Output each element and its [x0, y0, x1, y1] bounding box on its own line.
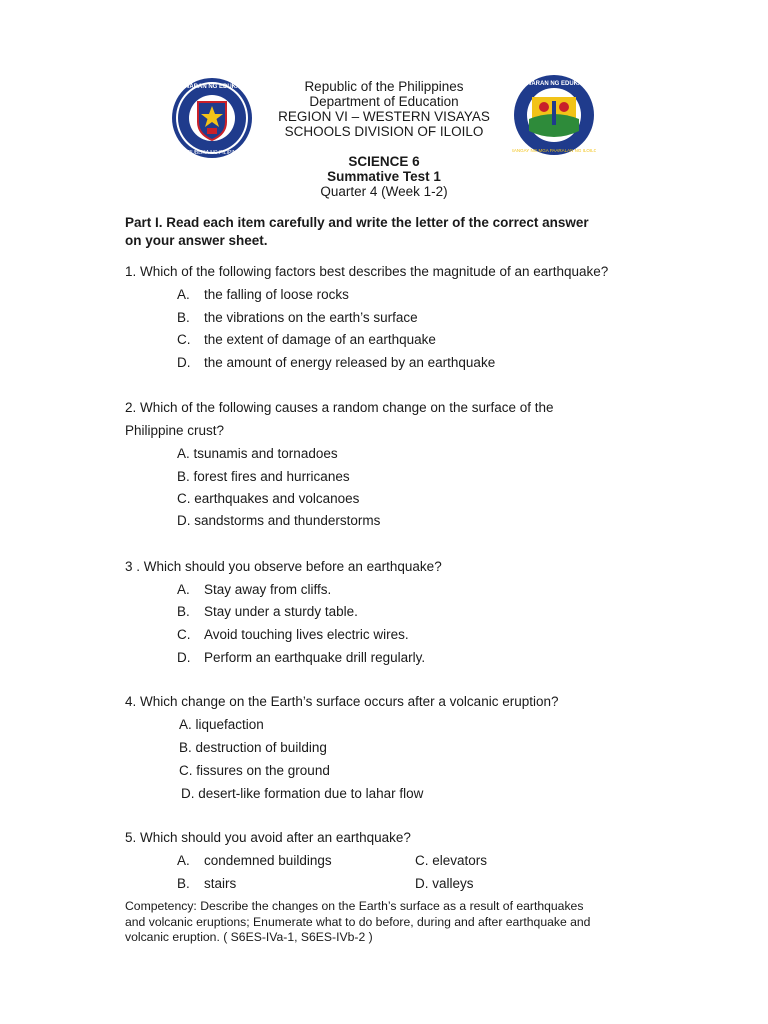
question-4-choice-b: B. destruction of building: [179, 740, 327, 755]
question-2-choice-d: D. sandstorms and thunderstorms: [177, 513, 381, 528]
subject-title: SCIENCE 6: [348, 154, 420, 169]
question-5-choice-c: C. elevators: [415, 853, 488, 868]
instructions-line2: on your answer sheet.: [125, 233, 268, 248]
question-5-choice-b: B. stairs: [177, 876, 237, 891]
competency-line3: volcanic eruption. ( S6ES-IVa-1, S6ES-IVb-2 ): [125, 930, 373, 944]
test-title: Summative Test 1: [327, 169, 441, 184]
question-3-choice-d: D. Perform an earthquake drill regularly.: [177, 650, 426, 665]
header-republic: Republic of the Philippines: [304, 79, 464, 94]
quarter-label: Quarter 4 (Week 1-2): [320, 184, 448, 199]
question-4-choice-a: A. liquefaction: [179, 717, 264, 732]
header-department: Department of Education: [309, 94, 459, 109]
question-4-choice-d: D. desert-like formation due to lahar flow: [181, 786, 424, 801]
question-3-choice-b: B. Stay under a sturdy table.: [177, 604, 358, 619]
svg-text:REPUBLIKA NG PILIPINAS: REPUBLIKA NG PILIPINAS: [181, 150, 243, 156]
question-2-choice-a: A. tsunamis and tornadoes: [177, 446, 338, 461]
question-4-text: 4. Which change on the Earth’s surface occurs after a volcanic eruption?: [125, 694, 559, 709]
question-5-text: 5. Which should you avoid after an earthquake?: [125, 830, 411, 845]
competency-note: [125, 899, 665, 946]
question-3-text: 3 . Which should you observe before an earthquake?: [125, 559, 442, 574]
question-2-choice-c: C. earthquakes and volcanoes: [177, 491, 360, 506]
svg-text:KAGAWARAN NG EDUKASYON: KAGAWARAN NG EDUKASYON: [512, 81, 596, 87]
question-2-choice-b: B. forest fires and hurricanes: [177, 469, 350, 484]
question-5-choice-d: D. valleys: [415, 876, 474, 891]
question-1-choice-c: C. the extent of damage of an earthquake: [177, 332, 436, 347]
question-1-choice-b: B. the vibrations on the earth’s surface: [177, 310, 418, 325]
svg-text:SANGAY NG MGA PAARALAN NG ILOI: SANGAY NG MGA PAARALAN NG ILOILO: [512, 148, 596, 153]
question-1-text: 1. Which of the following factors best describes the magnitude of an earthquake?: [125, 264, 609, 279]
question-2-text-line2: Philippine crust?: [125, 423, 225, 438]
svg-text:KAGAWARAN NG EDUKASYON: KAGAWARAN NG EDUKASYON: [170, 84, 254, 90]
question-3-choice-c: C. Avoid touching lives electric wires.: [177, 627, 409, 642]
header-region: REGION VI – WESTERN VISAYAS: [278, 109, 490, 124]
competency-line1: Competency: Describe the changes on the Earth’s surface as a result of earthquakes: [125, 899, 584, 913]
question-5-choice-a: A. condemned buildings: [177, 853, 332, 868]
question-1-choice-a: A. the falling of loose rocks: [177, 287, 349, 302]
question-2-text-line1: 2. Which of the following causes a random change on the surface of the: [125, 400, 554, 415]
question-1-choice-d: D. the amount of energy released by an earthquake: [177, 355, 496, 370]
question-3-choice-a: A. Stay away from cliffs.: [177, 582, 332, 597]
question-4-choice-c: C. fissures on the ground: [179, 763, 330, 778]
instructions-line1: Part I. Read each item carefully and write the letter of the correct answer: [125, 215, 589, 230]
competency-line2: and volcanic eruptions; Enumerate what to do before, during and after earthquake and: [125, 914, 591, 929]
header-division: SCHOOLS DIVISION OF ILOILO: [284, 124, 484, 139]
